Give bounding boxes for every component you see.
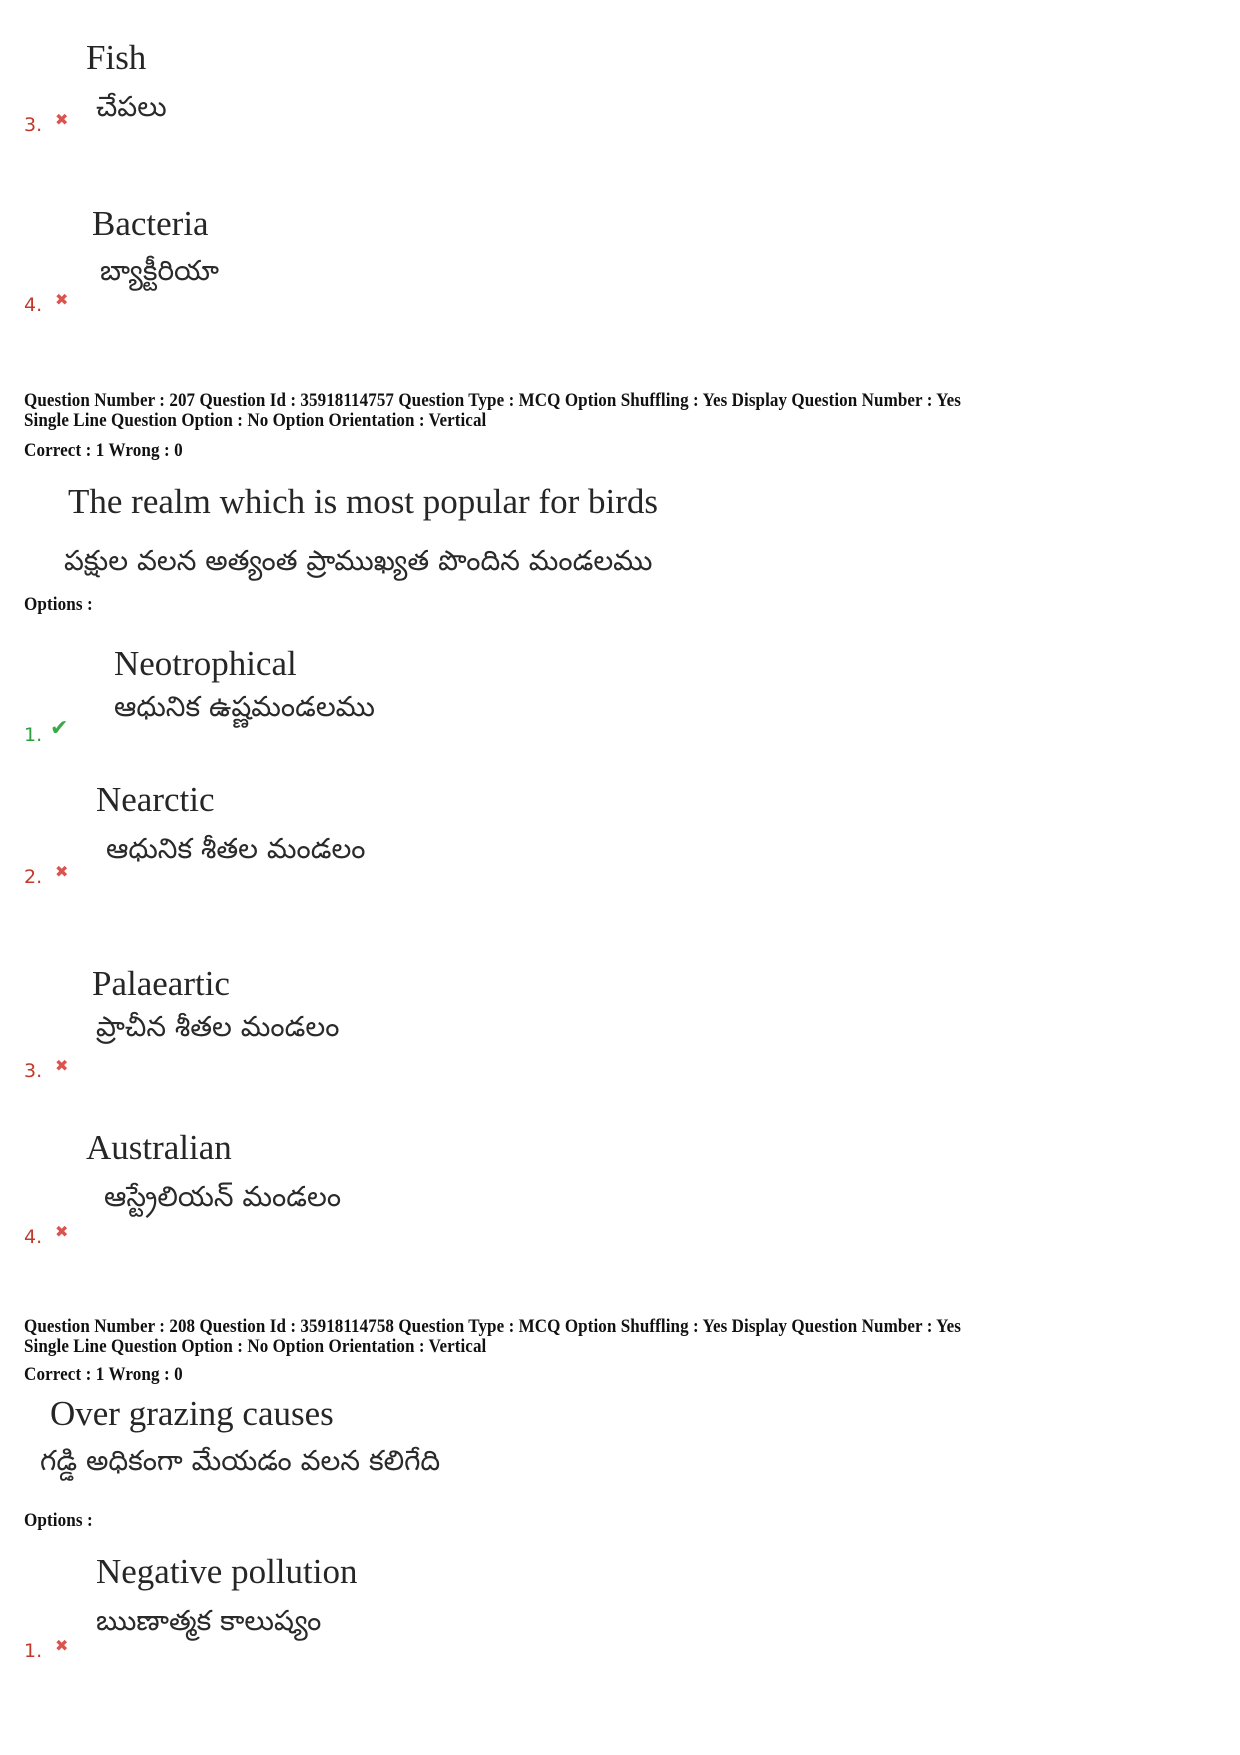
- options-label: [24, 1510, 100, 1532]
- options-label: [24, 594, 100, 616]
- question-meta-line-1: [24, 1316, 1071, 1338]
- options-label-text: Options :: [24, 1510, 93, 1531]
- question-meta-text: Single Line Question Option : No Option Orientation : Vertical: [24, 1336, 487, 1357]
- cross-icon: ✖: [55, 1636, 69, 1655]
- question-telugu-text: గడ్డి అధికంగా మేయడం వలన కలిగేది: [40, 1444, 441, 1477]
- option-english-text: Nearctic: [96, 780, 215, 819]
- question-english-text: Over grazing causes: [50, 1394, 334, 1433]
- option-number: 3.: [24, 114, 43, 136]
- option-telugu-text: ప్రాచీన శీతల మండలం: [96, 1010, 340, 1043]
- marks-text: Correct : 1 Wrong : 0: [24, 440, 183, 461]
- option-english-text: Bacteria: [92, 204, 209, 243]
- check-icon: ✔: [50, 716, 69, 741]
- option-number: 2.: [24, 866, 43, 888]
- option-english-text: Australian: [86, 1128, 232, 1167]
- cross-icon: ✖: [55, 290, 69, 309]
- cross-icon: ✖: [55, 110, 69, 129]
- question-meta-text: Single Line Question Option : No Option Orientation : Vertical: [24, 410, 487, 431]
- question-meta-line-1: [24, 390, 1071, 412]
- marks-info: [24, 1364, 200, 1386]
- question-telugu-text: పక్షుల వలన అత్యంత ప్రాముఖ్యత పొందిన మండలము: [64, 544, 653, 577]
- option-number: 4.: [24, 1226, 43, 1248]
- question-meta-line-2: [24, 410, 541, 432]
- cross-icon: ✖: [55, 1222, 69, 1241]
- option-telugu-text: బ్యాక్టీరియా: [100, 254, 220, 287]
- question-english-text: The realm which is most popular for birds: [68, 482, 659, 521]
- option-english-text: Fish: [86, 38, 147, 77]
- question-meta-line-2: [24, 1336, 541, 1358]
- option-english-text: Palaeartic: [92, 964, 230, 1003]
- question-meta-text: Question Number : 208 Question Id : 35918114758 Question Type : MCQ Option Shuffling : Yes Display Question Number : Yes: [24, 1316, 961, 1337]
- option-number: 4.: [24, 294, 43, 316]
- option-number: 1.: [24, 724, 43, 746]
- option-telugu-text: చేపలు: [96, 90, 167, 123]
- option-telugu-text: ఋణాత్మక కాలుష్యం: [96, 1604, 322, 1637]
- marks-info: [24, 440, 200, 462]
- cross-icon: ✖: [55, 862, 69, 881]
- option-english-text: Negative pollution: [96, 1552, 358, 1591]
- option-telugu-text: ఆధునిక శీతల మండలం: [106, 832, 366, 865]
- question-meta-text: Question Number : 207 Question Id : 35918114757 Question Type : MCQ Option Shuffling : Yes Display Question Number : Yes: [24, 390, 961, 411]
- option-number: 3.: [24, 1060, 43, 1082]
- option-telugu-text: ఆస్ట్రేలియన్ మండలం: [104, 1180, 342, 1213]
- options-label-text: Options :: [24, 594, 93, 615]
- cross-icon: ✖: [55, 1056, 69, 1075]
- option-english-text: Neotrophical: [114, 644, 297, 683]
- option-number: 1.: [24, 1640, 43, 1662]
- marks-text: Correct : 1 Wrong : 0: [24, 1364, 183, 1385]
- option-telugu-text: ఆధునిక ఉష్ణమండలము: [114, 690, 375, 723]
